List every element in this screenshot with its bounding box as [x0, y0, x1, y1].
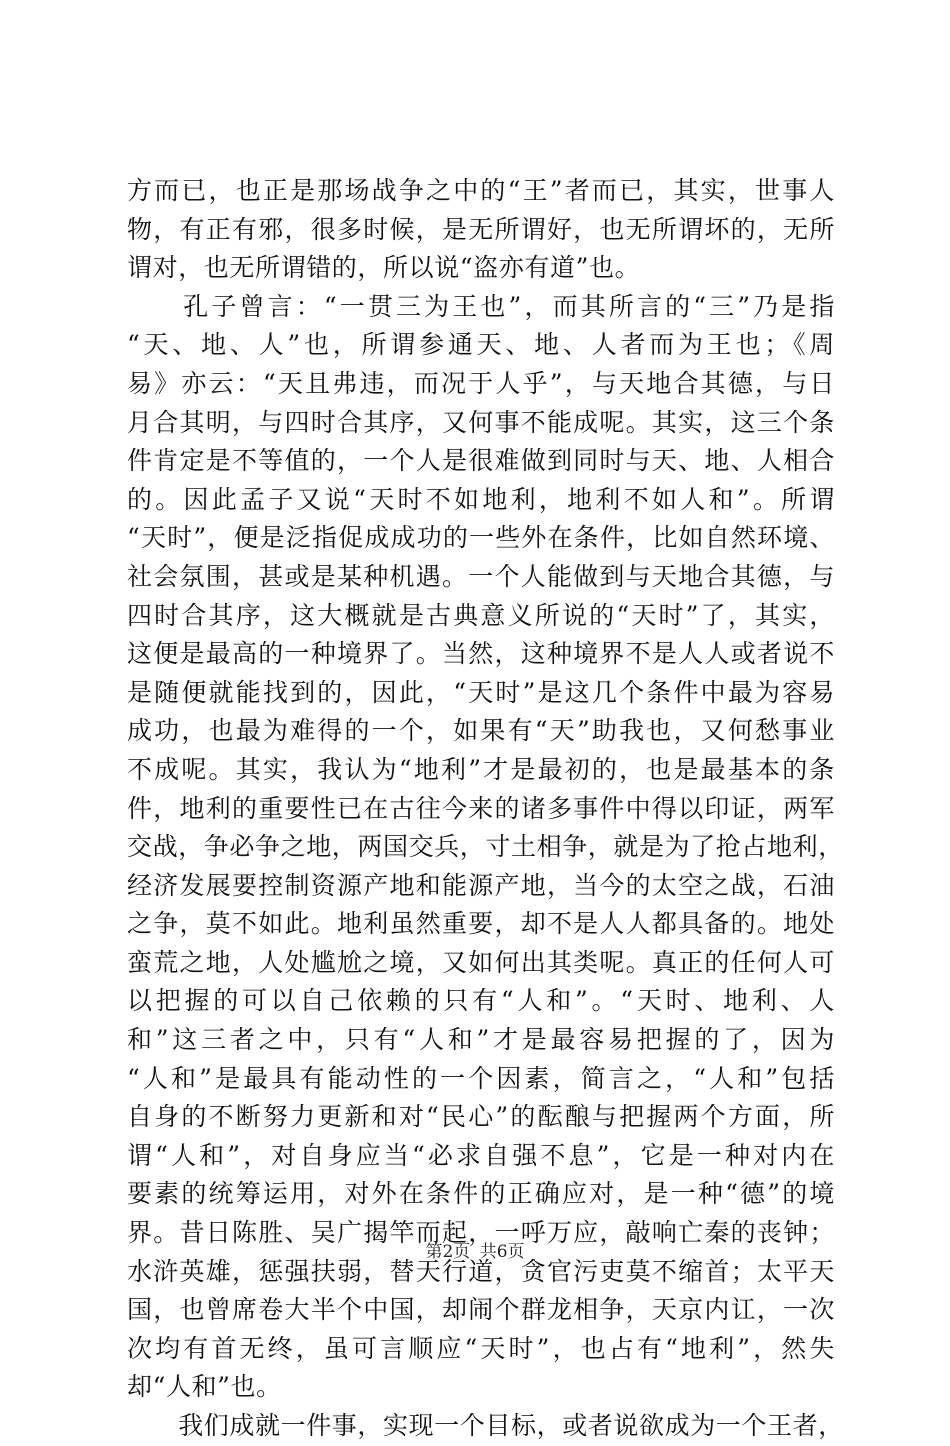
page-number: 第2页: [425, 1242, 471, 1262]
text-line: 次均有首无终，虽可言顺应“天时”，也占有“地利”，然失: [127, 1333, 835, 1363]
text-line: 物，有正有邪，很多时候，是无所谓好，也无所谓坏的，无所: [127, 214, 835, 244]
text-line: 自身的不断努力更新和对“民心”的酝酿与把握两个方面，所: [127, 1102, 835, 1132]
text-line: 水浒英雄，惩强扶弱，替天行道，贪官污吏莫不缩首；太平天: [127, 1256, 835, 1286]
text-line: 界。昔日陈胜、吴广揭竿而起，一呼万应，敲响亡秦的丧钟；: [127, 1218, 835, 1248]
text-line: 的。因此孟子又说“天时不如地利，地利不如人和”。所谓: [127, 484, 835, 514]
text-line: 易》亦云：“天且弗违，而况于人乎”，与天地合其德，与日: [127, 368, 835, 398]
text-line: 月合其明，与四时合其序，又何事不能成呢。其实，这三个条: [127, 407, 835, 437]
text-line: 四时合其序，这大概就是古典意义所说的“天时”了，其实，: [127, 600, 835, 630]
text-line: 经济发展要控制资源产地和能源产地，当今的太空之战，石油: [127, 870, 835, 900]
text-line: 交战，争必争之地，两国交兵，寸土相争，就是为了抢占地利，: [127, 832, 844, 862]
text-line: 不成呢。其实，我认为“地利”才是最初的，也是最基本的条: [127, 754, 835, 784]
text-line: 社会氛围，甚或是某种机遇。一个人能做到与天地合其德，与: [127, 561, 835, 591]
text-line: 谓对，也无所谓错的，所以说“盗亦有道”也。: [127, 253, 641, 283]
text-line: 谓“人和”，对自身应当“必求自强不息”，它是一种对内在: [127, 1140, 835, 1170]
text-line: “天、地、人”也，所谓参通天、地、人者而为王也；《周: [127, 330, 835, 360]
text-line: 国，也曾席卷大半个中国，却闹个群龙相争，天京内讧，一次: [127, 1295, 835, 1325]
text-line: 我们成就一件事，实现一个目标，或者说欲成为一个王者，: [127, 1411, 844, 1440]
page-total: 共6页: [479, 1242, 525, 1262]
text-line: 之争，莫不如此。地利虽然重要，却不是人人都具备的。地处: [127, 909, 835, 939]
text-line: “天时”，便是泛指促成成功的一些外在条件，比如自然环境、: [127, 523, 835, 553]
text-line: 以把握的可以自己依赖的只有“人和”。“天时、地利、人: [127, 986, 835, 1016]
text-line: “人和”是最具有能动性的一个因素，简言之，“人和”包括: [127, 1063, 835, 1093]
text-line: 要素的统筹运用，对外在条件的正确应对，是一种“德”的境: [127, 1179, 835, 1209]
text-line: 这便是最高的一种境界了。当然，这种境界不是人人或者说不: [127, 639, 835, 669]
text-line: 是随便就能找到的，因此，“天时”是这几个条件中最为容易: [127, 677, 835, 707]
text-line: 成功，也最为难得的一个，如果有“天”助我也，又何愁事业: [127, 716, 835, 746]
text-line: 方而已，也正是那场战争之中的“王”者而已，其实，世事人: [127, 176, 835, 205]
text-line: 蛮荒之地，人处尴尬之境，又如何出其类呢。真正的任何人可: [127, 947, 835, 977]
text-line: 孔子曾言：“一贯三为王也”，而其所言的“三”乃是指: [127, 291, 835, 321]
text-line: 件肯定是不等值的，一个人是很难做到同时与天、地、人相合: [127, 446, 835, 476]
page-footer: [0, 1237, 950, 1262]
text-line: 和”这三者之中，只有“人和”才是最容易把握的了，因为: [127, 1025, 835, 1055]
text-line: 却“人和”也。: [127, 1372, 282, 1402]
text-line: 件，地利的重要性已在古往今来的诸多事件中得以印证，两军: [127, 793, 835, 823]
